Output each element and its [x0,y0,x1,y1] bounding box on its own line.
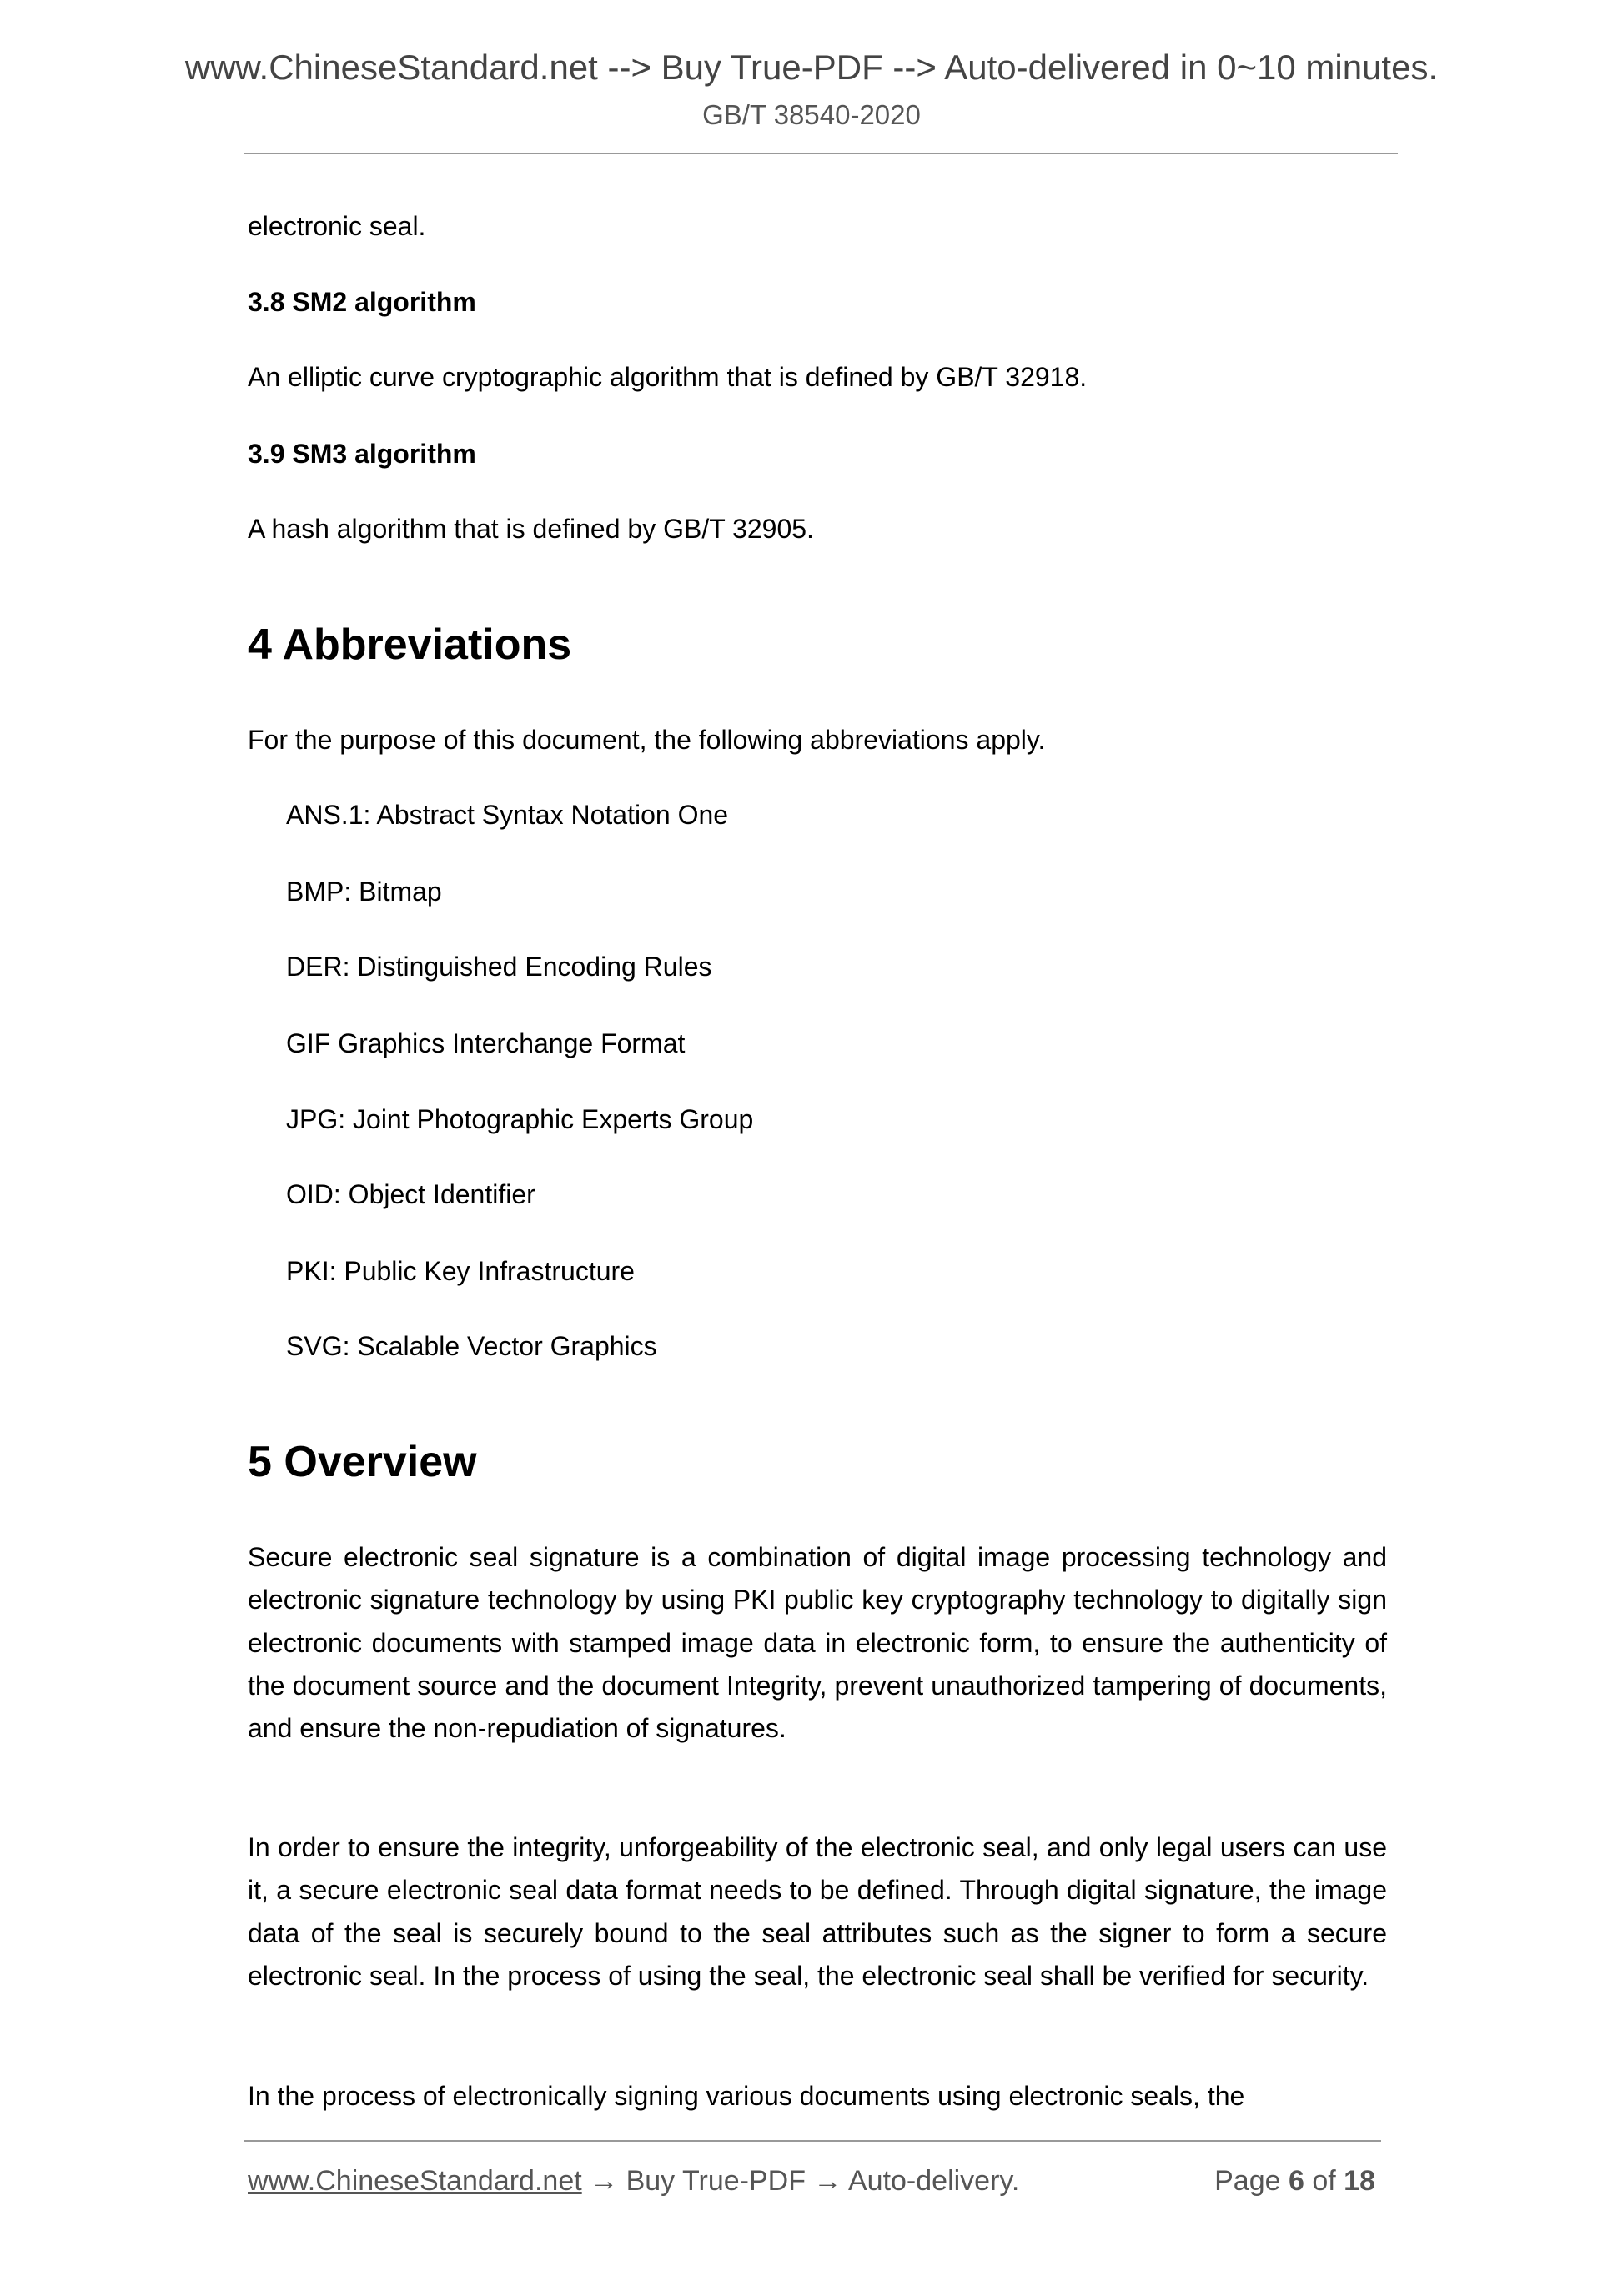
header-divider [244,153,1398,154]
section-3-8-text: An elliptic curve cryptographic algorithm that is defined by GB/T 32918. [248,362,1088,392]
abbreviation-item: GIF Graphics Interchange Format [286,1028,686,1058]
abbreviation-item: PKI: Public Key Infrastructure [286,1256,635,1286]
section-3-9-heading: 3.9 SM3 algorithm [248,439,476,469]
page-indicator [1214,2162,1375,2200]
section-5-heading: 5 Overview [248,1438,477,1486]
section-4-heading: 4 Abbreviations [248,620,572,669]
abbreviation-item: BMP: Bitmap [286,877,442,907]
section-4-intro: For the purpose of this document, the following abbreviations apply. [248,725,1046,755]
page-label: Page [1214,2165,1281,2197]
footer-link[interactable]: www.ChineseStandard.net [248,2165,582,2197]
footer-tail: → Buy True-PDF → Auto-delivery. [581,2165,1020,2197]
overview-paragraph: In order to ensure the integrity, unforgeability of the electronic seal, and only legal users can use it, a secure electronic seal data format needs to be defined. Through digital signature, the image data of the seal is securely bound to the seal attributes such as the signer to form a secure electronic seal. In the process of using the seal, the electronic seal shall be verified for security. [248,1832,1387,1991]
page-current: 6 [1288,2165,1304,2197]
continuation-text: electronic seal. [248,211,426,241]
of-label: of [1312,2165,1336,2197]
overview-paragraph: Secure electronic seal signature is a combination of digital image processing technology and electronic signature technology by using PKI public key cryptography technology to digitally sign electronic documents with stamped image data in electronic form, to ensure the authenticity of the document source and the document Integrity, prevent unauthorized tampering of documents, and ensure the non-repudiation of signatures. [248,1542,1387,1744]
page-total: 18 [1344,2165,1375,2197]
section-3-8-heading: 3.8 SM2 algorithm [248,287,476,317]
footer-divider [244,2140,1381,2142]
abbreviation-item: JPG: Joint Photographic Experts Group [286,1104,754,1134]
abbreviation-item: DER: Distinguished Encoding Rules [286,952,712,982]
header-banner: www.ChineseStandard.net --> Buy True-PDF --> Auto-delivered in 0~10 minutes. [184,48,1439,87]
standard-id: GB/T 38540-2020 [702,99,921,130]
overview-paragraph: In the process of electronically signing various documents using electronic seals, the [248,2081,1245,2111]
abbreviation-item: SVG: Scalable Vector Graphics [286,1331,657,1361]
abbreviation-item: OID: Object Identifier [286,1179,535,1209]
footer-text [248,2162,1019,2200]
abbreviation-item: ANS.1: Abstract Syntax Notation One [286,800,729,830]
section-3-9-text: A hash algorithm that is defined by GB/T 32905. [248,514,814,544]
